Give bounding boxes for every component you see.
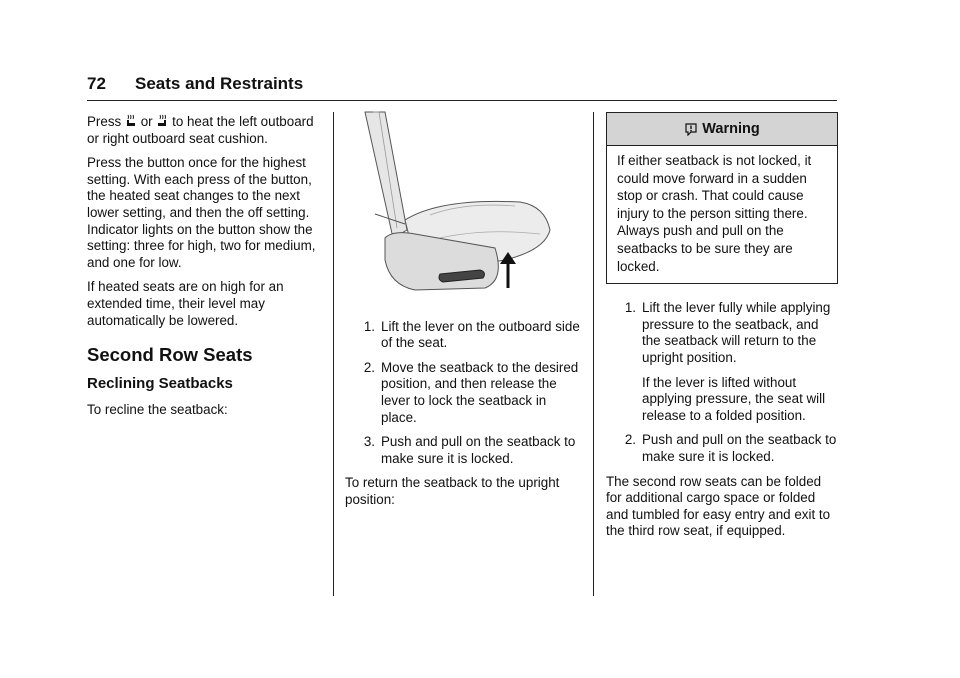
list-item xyxy=(345,360,580,426)
seat-recline-illustration xyxy=(345,110,575,300)
step-text: Push and pull on the seatback to make sure it is locked. xyxy=(642,432,837,464)
warning-box xyxy=(606,112,838,284)
step-number: 3. xyxy=(363,434,375,450)
column-divider-1 xyxy=(333,112,334,596)
warning-header xyxy=(607,113,837,146)
sub-note: If the lever is lifted without applying pressure, the seat will release to a folded position. xyxy=(642,374,826,423)
step-text: Push and pull on the seatback to make sure it is locked. xyxy=(381,434,576,466)
paragraph-return-upright: To return the seatback to the upright position: xyxy=(345,475,560,507)
heading-second-row-seats: Second Row Seats xyxy=(87,344,253,366)
upright-steps-2 xyxy=(606,432,838,465)
step-text: Lift the lever on the outboard side of the seat. xyxy=(381,318,580,351)
section-title: Seats and Restraints xyxy=(135,74,304,93)
step-number: 1. xyxy=(624,300,636,316)
heat-instruction-rest: to heat the left outboard or right outboard seat cushion. xyxy=(87,114,314,146)
paragraph-button-settings: Press the button once for the highest setting. With each press of the button, the heated seat changes to the next lower setting, and then the off setting. Indicator lights on the button show the setting: three for high, two for medium, and one for low. xyxy=(87,155,316,270)
upright-steps xyxy=(606,300,838,366)
warning-title: Warning xyxy=(702,120,760,137)
step-number: 2. xyxy=(624,432,636,448)
column-divider-2 xyxy=(593,112,594,596)
or-text: or xyxy=(140,114,153,129)
paragraph-fold-tumble: The second row seats can be folded for additional cargo space or folded and tumbled for easy entry and exit to the third row seat, if equipped. xyxy=(606,473,831,539)
heading-reclining-seatbacks: Reclining Seatbacks xyxy=(87,374,233,392)
list-item xyxy=(606,432,838,465)
list-item xyxy=(345,434,580,467)
list-item xyxy=(606,300,838,366)
step-number: 1. xyxy=(363,318,375,334)
heated-seat-left-icon xyxy=(126,114,136,127)
paragraph-recline-intro: To recline the seatback: xyxy=(87,402,228,418)
page-number: 72 xyxy=(87,74,106,93)
column-1 xyxy=(87,114,323,427)
page-header xyxy=(87,74,837,101)
list-item xyxy=(345,319,580,352)
step-text: Move the seatback to the desired position, and then release the lever to lock the seatback in place. xyxy=(381,359,579,425)
column-2 xyxy=(345,110,580,517)
recline-steps xyxy=(345,319,580,468)
warning-text: If either seatback is not locked, it could move forward in a sudden stop or crash. That could cause injury to the person sitting there. Always push and pull on the seatbacks to be sure they are locked. xyxy=(617,153,812,274)
step-number: 2. xyxy=(363,359,375,375)
press-text: Press xyxy=(87,114,122,129)
heat-instruction xyxy=(87,114,323,147)
heated-seat-right-icon xyxy=(157,114,167,127)
warning-icon xyxy=(684,122,698,136)
paragraph-auto-lower: If heated seats are on high for an extended time, their level may automatically be lowered. xyxy=(87,279,284,328)
column-3 xyxy=(606,112,838,548)
step-text: Lift the lever fully while applying pressure to the seatback, and the seatback will return to the upright position. xyxy=(642,300,831,365)
